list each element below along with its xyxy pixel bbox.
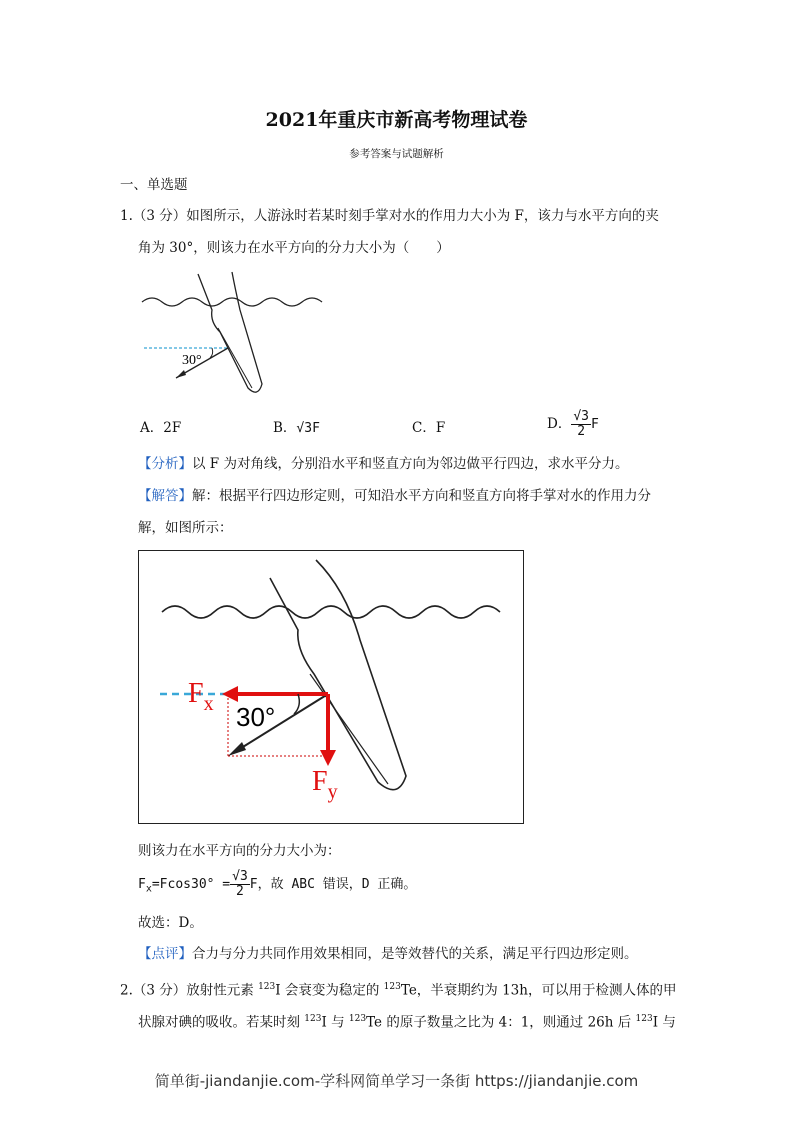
answer-line2: 解，如图所示： [138,520,233,536]
solution-text: 则该力在水平方向的分力大小为： [138,843,341,859]
answer-line1: 【解答】解：根据平行四边形定则，可知沿水平方向和竖直方向将手掌对水的作用力分 [138,488,651,504]
page-subtitle: 参考答案与试题解析 [349,148,444,160]
q1-text-line1: 1.（3 分）如图所示，人游泳时若某时刻手掌对水的作用力大小为 F，该力与水平方向的夹 [120,208,659,224]
q2-text-line2: 状腺对碘的吸收。若某时刻 $^{123}$I 与 $^{123}$Te 的原子数量之比为 4：1，则通过 26h 后 $^{123}$I 与 [138,1014,676,1031]
section-heading: 一、单选题 [120,177,188,193]
option-b: B．√3F [273,420,320,436]
option-a: A．2F [140,420,182,436]
fy-label: $F_y$ [312,766,338,803]
page-title: 2021年重庆市新高考物理试卷 [265,109,528,131]
analysis: 【分析】以 F 为对角线，分别沿水平和竖直方向为邻边做平行四边，求水平分力。 [138,456,629,472]
fx-label: $F_x$ [188,678,214,715]
q1-solution-figure [138,550,524,824]
option-c: C．F [412,420,446,436]
solution-formula: $F_x=Fcos30^\circ$ = $\frac{√3}{2}$ F，故 ABC 错误，D 正确。 [138,869,417,899]
q1-text-line2: 角为 30°，则该力在水平方向的分力大小为（ ） [138,240,450,256]
q2-text-line1: 2.（3 分）放射性元素 $^{123}$I 会衰变为稳定的 $^{123}$Te，半衰期约为 13h，可以用于检测人体的甲 [120,982,677,999]
comment: 【点评】合力与分力共同作用效果相同，是等效替代的关系，满足平行四边形定则。 [138,946,638,962]
solution-angle-label: 30° [236,702,276,732]
final-choice: 故选：D。 [138,915,203,931]
q1-figure-swimmer-hand [140,270,325,400]
footer-watermark: 简单街-jiandanjie.com-学科网简单学习一条街 https://jiandanjie.com [154,1072,639,1090]
q1-figure-angle-label: 30° [182,353,202,368]
option-d: D． $\frac{√3}{2}$ F [547,409,599,439]
